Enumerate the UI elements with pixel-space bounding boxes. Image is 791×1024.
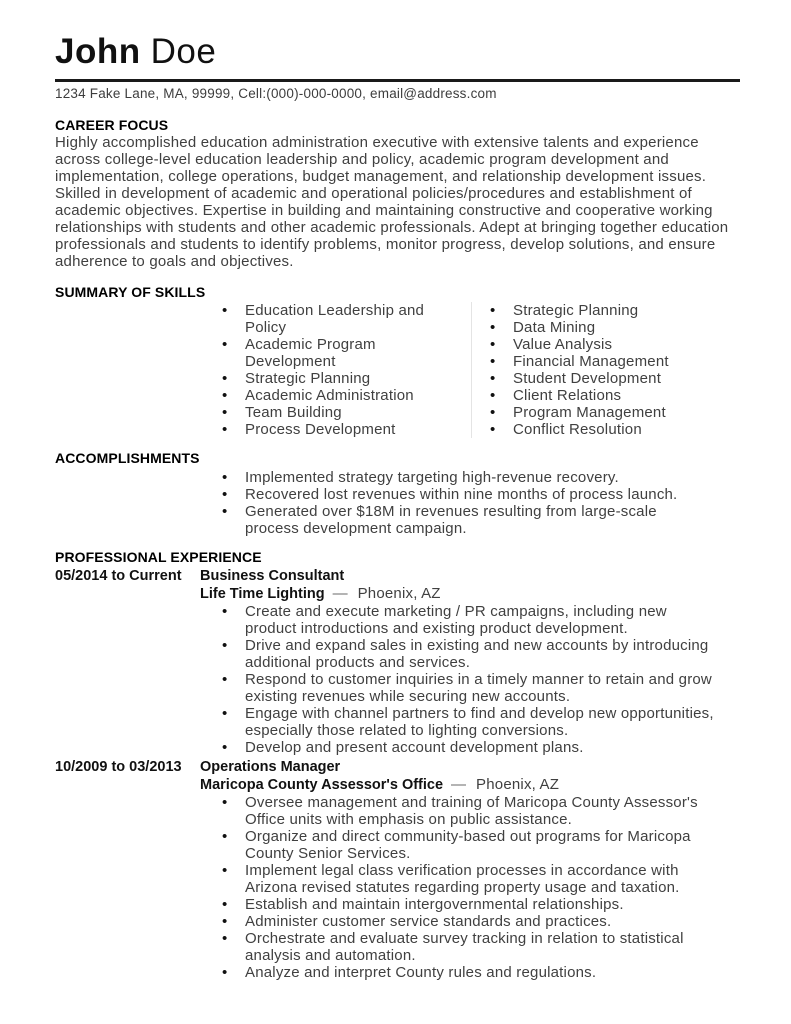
- skill-item: • Data Mining: [478, 319, 740, 336]
- job-location: Phoenix, AZ: [357, 585, 441, 602]
- skill-item: • Program Management: [478, 404, 740, 421]
- job-dates: 05/2014 to Current: [55, 568, 182, 584]
- contact-line: 1234 Fake Lane, MA, 99999, Cell:(000)-000-0000, email@address.com: [55, 86, 497, 101]
- skill-item: • Strategic Planning: [210, 370, 445, 387]
- job-entry: [55, 759, 740, 981]
- job-bullet-item: • Engage with channel partners to find and develop new opportunities, especially those related to lighting conversions.: [200, 705, 720, 739]
- company-location-dash: —: [332, 585, 348, 602]
- skill-item: • Financial Management: [478, 353, 740, 370]
- skills-column-right: [471, 302, 740, 438]
- job-location: Phoenix, AZ: [476, 776, 560, 793]
- job-bullet-item: • Develop and present account development plans.: [200, 739, 720, 756]
- job-title: Operations Manager: [200, 759, 341, 775]
- skill-item: • Strategic Planning: [478, 302, 740, 319]
- career-focus-heading: CAREER FOCUS: [55, 117, 169, 133]
- candidate-last-name: Doe: [150, 32, 217, 71]
- accomplishments-list: [210, 469, 740, 537]
- job-bullet-item: • Orchestrate and evaluate survey tracking in relation to statistical analysis and automation.: [200, 930, 720, 964]
- job-bullet-item: • Organize and direct community-based out programs for Maricopa County Senior Services.: [200, 828, 720, 862]
- skills-list-left: [210, 302, 471, 438]
- job-company: Maricopa County Assessor's Office: [200, 777, 444, 793]
- section-summary-of-skills: [55, 284, 740, 438]
- skill-item: • Process Development: [210, 421, 445, 438]
- job-entry: [55, 568, 740, 756]
- accomplishments-heading: ACCOMPLISHMENTS: [55, 450, 200, 466]
- job-bullet-item: • Drive and expand sales in existing and new accounts by introducing additional products and services.: [200, 637, 720, 671]
- job-company-line: [200, 585, 740, 603]
- skill-item: • Conflict Resolution: [478, 421, 740, 438]
- candidate-name: [55, 30, 740, 74]
- skill-item: • Education Leadership and Policy: [210, 302, 445, 336]
- skill-item: • Academic Administration: [210, 387, 445, 404]
- job-bullet-item: • Create and execute marketing / PR campaigns, including new product introductions and existing product development.: [200, 603, 720, 637]
- career-focus-paragraph: Highly accomplished education administration executive with extensive talents and experience across college-level education leadership and policy, academic program development and implementation, college operations, budget management, and relationship development issues. Skilled in development of academic and operational policies/procedures and establishment of academic objectives. Expertise in building and maintaining constructive and cooperative working relationships with students and other academic professionals. Adept at bringing together education professionals and students to identify problems, monitor progress, develop solutions, and ensure adherence to goals and objectives.: [55, 134, 729, 270]
- section-professional-experience: [55, 549, 740, 981]
- accomplishment-item: • Generated over $18M in revenues resulting from large-scale process development campaign.: [210, 503, 710, 537]
- skills-list-right: [478, 302, 740, 438]
- job-bullet-item: • Oversee management and training of Maricopa County Assessor's Office units with emphasis on public assistance.: [200, 794, 720, 828]
- job-bullet-item: • Analyze and interpret County rules and regulations.: [200, 964, 720, 981]
- job-bullet-list: [200, 794, 740, 981]
- experience-heading: PROFESSIONAL EXPERIENCE: [55, 549, 262, 565]
- company-location-dash: —: [451, 776, 467, 793]
- skill-item: • Value Analysis: [478, 336, 740, 353]
- job-bullet-item: • Administer customer service standards and practices.: [200, 913, 720, 930]
- job-bullet-item: • Respond to customer inquiries in a timely manner to retain and grow existing revenues while securing new accounts.: [200, 671, 720, 705]
- accomplishment-item: • Implemented strategy targeting high-revenue recovery.: [210, 469, 710, 486]
- skill-item: • Academic Program Development: [210, 336, 445, 370]
- job-title: Business Consultant: [200, 568, 345, 584]
- job-details: [200, 568, 740, 756]
- skills-heading: SUMMARY OF SKILLS: [55, 284, 206, 300]
- accomplishment-item: • Recovered lost revenues within nine months of process launch.: [210, 486, 710, 503]
- job-dates: 10/2009 to 03/2013: [55, 759, 182, 775]
- section-career-focus: [55, 117, 740, 270]
- skill-item: • Client Relations: [478, 387, 740, 404]
- header-divider-rule: [55, 79, 740, 82]
- skills-column-left: [210, 302, 471, 438]
- candidate-first-name: John: [55, 32, 141, 71]
- job-bullet-item: • Establish and maintain intergovernmental relationships.: [200, 896, 720, 913]
- skill-item: • Team Building: [210, 404, 445, 421]
- job-company: Life Time Lighting: [200, 586, 325, 602]
- skill-item: • Student Development: [478, 370, 740, 387]
- job-bullet-item: • Implement legal class verification processes in accordance with Arizona revised statutes regarding property usage and taxation.: [200, 862, 720, 896]
- job-company-line: [200, 776, 740, 794]
- job-details: [200, 759, 740, 981]
- section-accomplishments: [55, 450, 740, 537]
- job-bullet-list: [200, 603, 740, 756]
- skills-columns: [210, 302, 740, 438]
